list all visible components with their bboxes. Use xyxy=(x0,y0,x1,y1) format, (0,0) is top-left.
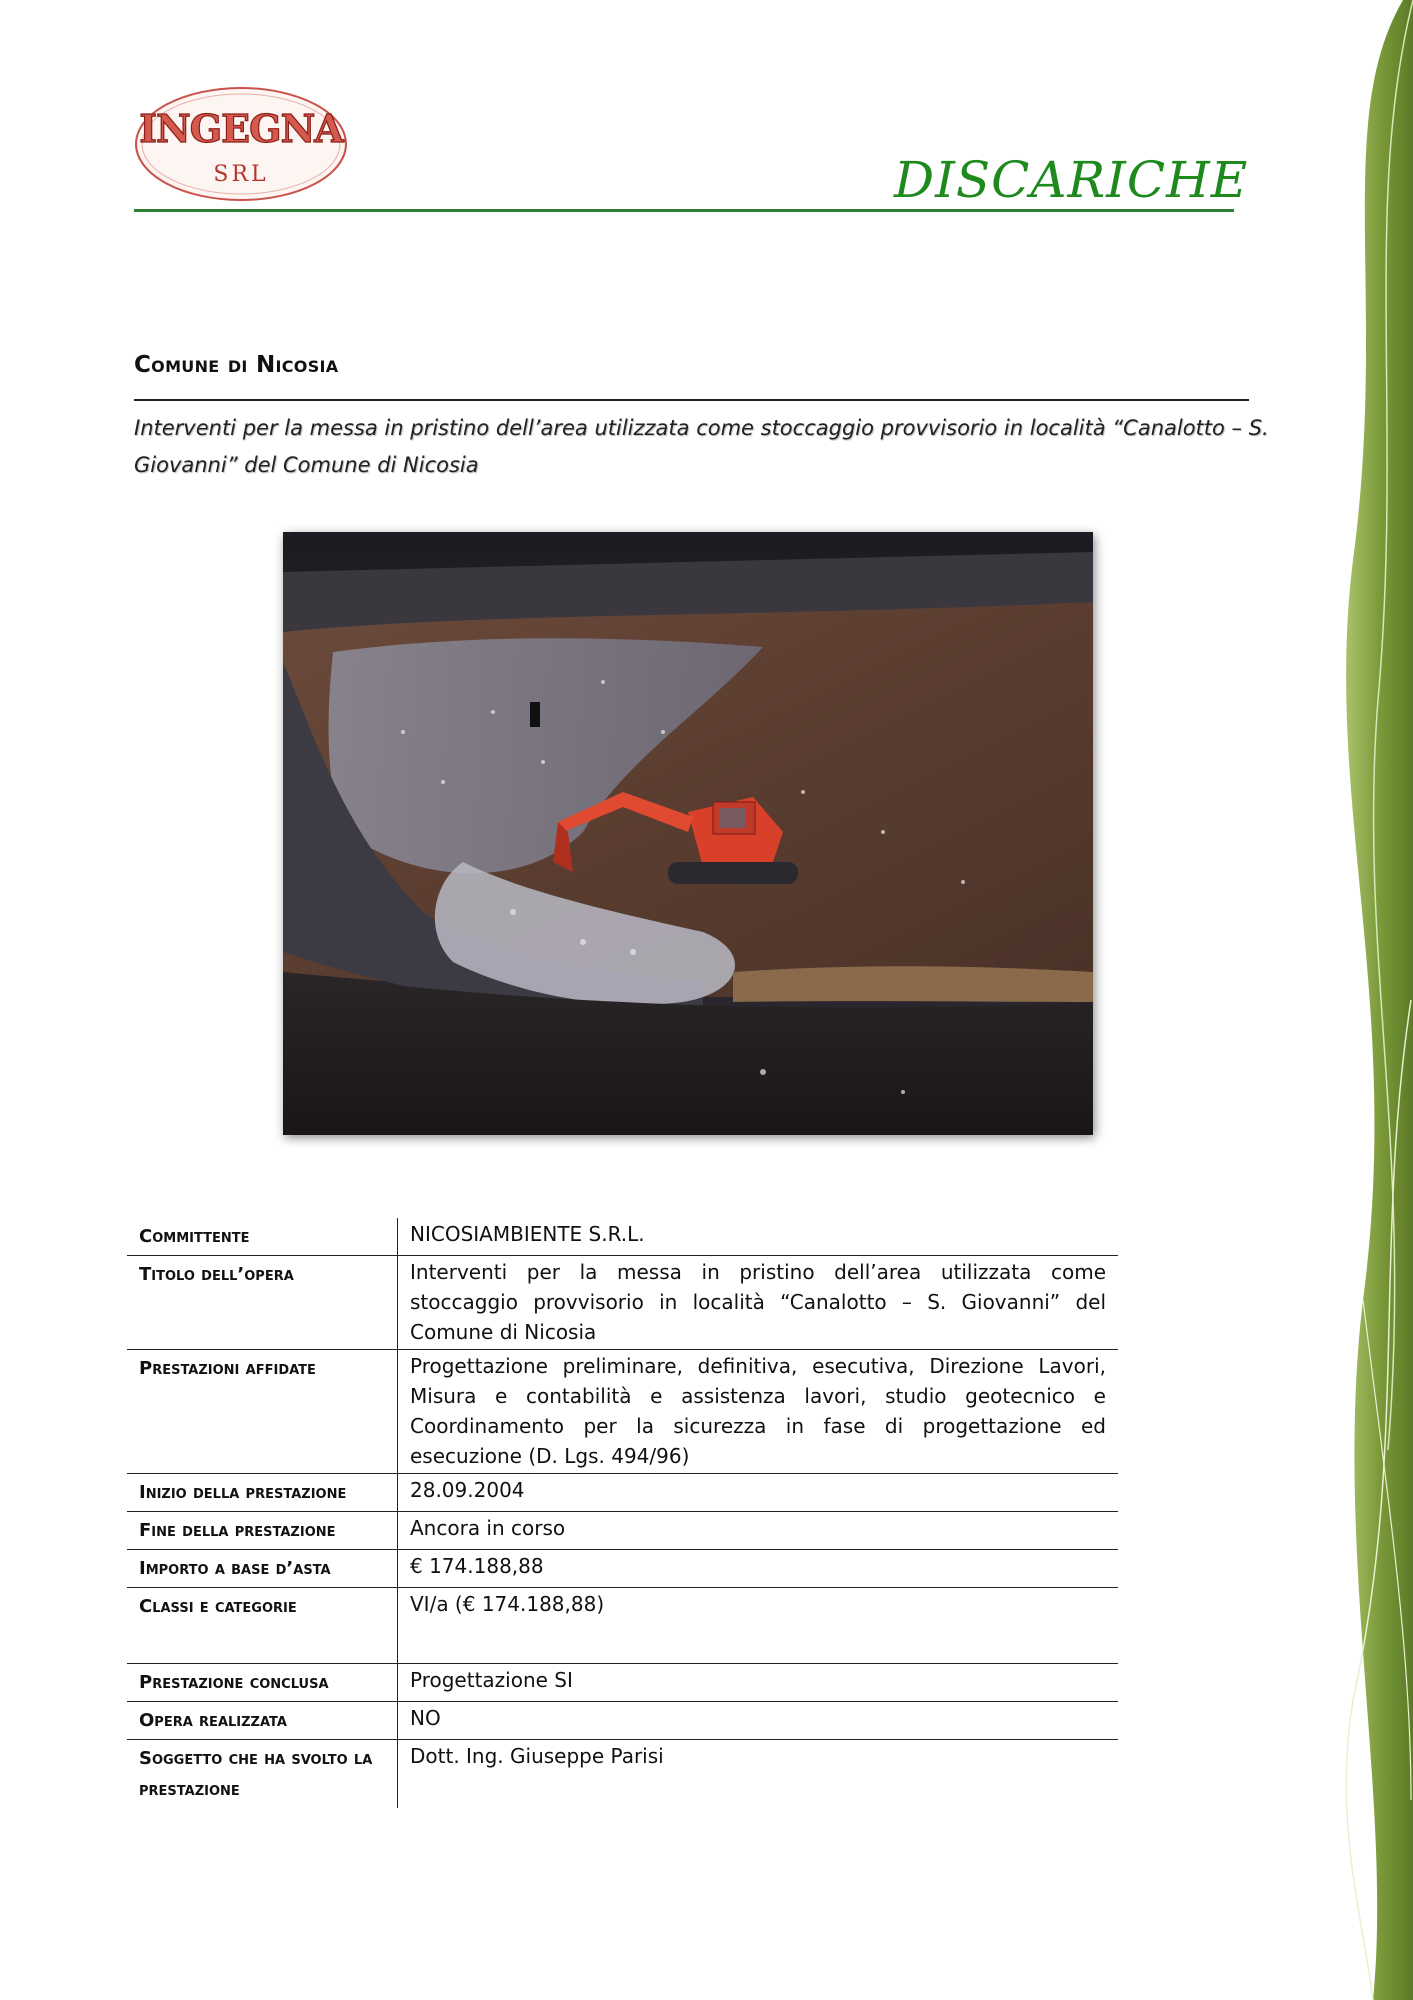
header-divider xyxy=(134,209,1234,212)
row-label: Opera realizzata xyxy=(127,1702,398,1740)
table-row xyxy=(127,1512,1118,1550)
table-row xyxy=(127,1664,1118,1702)
row-label: Classi e categorie xyxy=(127,1588,398,1626)
row-value: NICOSIAMBIENTE S.R.L. xyxy=(398,1218,1119,1256)
table-row xyxy=(127,1588,1118,1626)
row-value: Ancora in corso xyxy=(398,1512,1119,1550)
table-row xyxy=(127,1474,1118,1512)
logo-wordmark: INGEGNA xyxy=(139,106,343,151)
row-label: Prestazione conclusa xyxy=(127,1664,398,1702)
row-label: Fine della prestazione xyxy=(127,1512,398,1550)
table-row xyxy=(127,1740,1118,1809)
company-logo xyxy=(132,84,350,204)
table-spacer-row xyxy=(127,1625,1118,1664)
section-title: DISCARICHE xyxy=(894,151,1249,209)
row-value: Progettazione SI xyxy=(398,1664,1119,1702)
client-title: Comune di Nicosia xyxy=(134,352,339,378)
row-label: Soggetto che ha svolto la prestazione xyxy=(127,1740,398,1809)
row-label: Prestazioni affidate xyxy=(127,1350,398,1474)
row-value: Progettazione preliminare, definitiva, esecutiva, Direzione Lavori, Misura e contabilità e assistenza lavori, studio geotecnico e Coordinamento per la sicurezza in fase di progettazione ed esecuzione (D. Lgs. 494/96) xyxy=(398,1350,1119,1474)
row-value: VI/a (€ 174.188,88) xyxy=(410,1592,605,1616)
landfill-photo xyxy=(283,532,1093,1135)
row-label: Committente xyxy=(127,1218,398,1256)
table-row xyxy=(127,1218,1118,1256)
table-row xyxy=(127,1550,1118,1588)
row-label: Titolo dell’opera xyxy=(127,1256,398,1350)
decorative-green-wave xyxy=(1293,0,1413,2000)
table-row xyxy=(127,1256,1118,1350)
row-label: Inizio della prestazione xyxy=(127,1474,398,1512)
row-label: Importo a base d’asta xyxy=(127,1550,398,1588)
row-value: NO xyxy=(398,1702,1119,1740)
row-value: Dott. Ing. Giuseppe Parisi xyxy=(410,1744,664,1768)
logo-suffix: SRL xyxy=(213,162,269,187)
row-value: 28.09.2004 xyxy=(398,1474,1119,1512)
table-row xyxy=(127,1702,1118,1740)
project-info-table xyxy=(127,1218,1118,1808)
client-divider xyxy=(134,399,1249,401)
row-value: € 174.188,88 xyxy=(398,1550,1119,1588)
row-value: Interventi per la messa in pristino dell’area utilizzata come stoccaggio provvisorio in località “Canalotto – S. Giovanni” del Comune di Nicosia xyxy=(398,1256,1119,1350)
project-description: Interventi per la messa in pristino dell’area utilizzata come stoccaggio provvisorio in località “Canalotto – S. Giovanni” del Comune di Nicosia xyxy=(134,416,1269,477)
table-row xyxy=(127,1350,1118,1474)
